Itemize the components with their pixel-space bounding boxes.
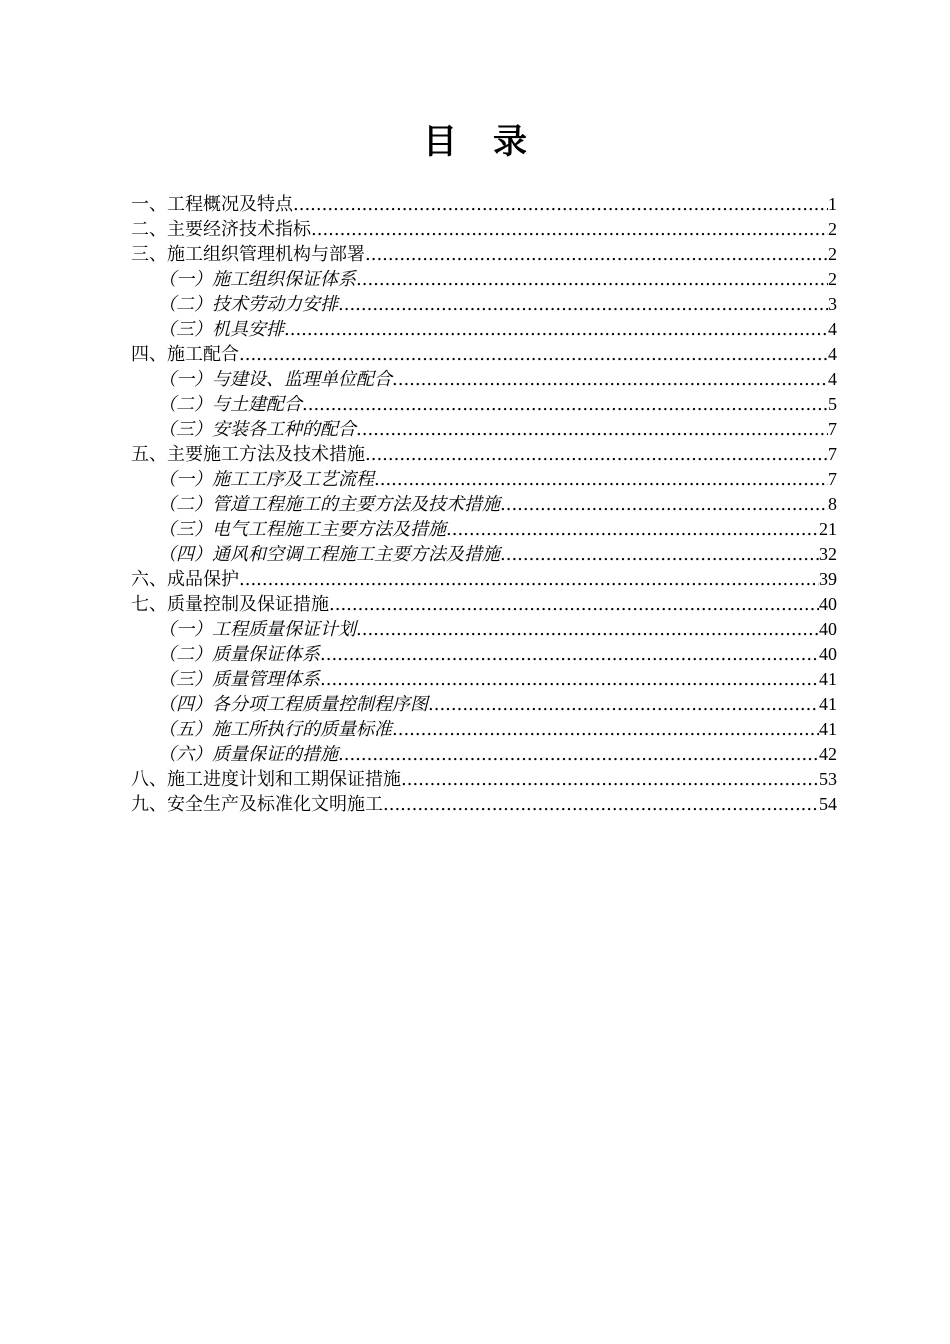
- toc-dot-leader: [383, 792, 819, 817]
- toc-entry[interactable]: [131, 667, 837, 692]
- toc-entry[interactable]: [131, 792, 837, 817]
- toc-entry[interactable]: [131, 392, 837, 417]
- toc-entry-text: （三）质量管理体系: [158, 669, 320, 690]
- toc-entry-text: （三）安装各工种的配合: [158, 419, 356, 440]
- toc-entry-text: （二）质量保证体系: [158, 644, 320, 665]
- toc-entry[interactable]: [131, 467, 837, 492]
- toc-entry[interactable]: [131, 242, 837, 267]
- toc-page-number: 3: [828, 294, 837, 314]
- toc-entry-text: 一、工程概况及特点: [131, 194, 293, 215]
- toc-entry-text: （一）工程质量保证计划: [158, 619, 356, 640]
- toc-page-number: 39: [819, 569, 837, 589]
- toc-entry[interactable]: [131, 567, 837, 592]
- toc-entry[interactable]: [131, 717, 837, 742]
- toc-entry[interactable]: [131, 742, 837, 767]
- toc-dot-leader: [311, 217, 828, 242]
- toc-entry[interactable]: [131, 267, 837, 292]
- toc-dot-leader: [446, 517, 819, 542]
- toc-dot-leader: [329, 592, 819, 617]
- toc-dot-leader: [239, 567, 819, 592]
- toc-page-number: 7: [828, 469, 837, 489]
- toc-dot-leader: [284, 317, 828, 342]
- toc-page-number: 40: [819, 594, 837, 614]
- toc-entry[interactable]: [131, 367, 837, 392]
- toc-dot-leader: [365, 442, 828, 467]
- toc-dot-leader: [338, 742, 819, 767]
- toc-entry[interactable]: [131, 692, 837, 717]
- toc-entry-text: 六、成品保护: [131, 569, 239, 590]
- toc-entry-text: 四、施工配合: [131, 344, 239, 365]
- toc-page-number: 7: [828, 444, 837, 464]
- toc-dot-leader: [401, 767, 819, 792]
- toc-dot-leader: [293, 192, 828, 217]
- toc-dot-leader: [392, 717, 819, 742]
- toc-page-number: 5: [828, 394, 837, 414]
- toc-entry[interactable]: [131, 542, 837, 567]
- toc-dot-leader: [500, 492, 828, 517]
- toc-entry-text: 九、安全生产及标准化文明施工: [131, 794, 383, 815]
- toc-dot-leader: [374, 467, 828, 492]
- toc-page-number: 54: [819, 794, 837, 814]
- toc-page-number: 41: [819, 669, 837, 689]
- toc-entry[interactable]: [131, 342, 837, 367]
- toc-entry-text: （四）通风和空调工程施工主要方法及措施: [158, 544, 500, 565]
- toc-entry-text: （六）质量保证的措施: [158, 744, 338, 765]
- toc-dot-leader: [500, 542, 819, 567]
- toc-page-number: 4: [828, 319, 837, 339]
- table-of-contents: [131, 192, 837, 817]
- toc-page-number: 41: [819, 694, 837, 714]
- toc-entry-text: 五、主要施工方法及技术措施: [131, 444, 365, 465]
- toc-page-number: 1: [828, 194, 837, 214]
- toc-entry[interactable]: [131, 642, 837, 667]
- toc-page-number: 2: [828, 269, 837, 289]
- toc-entry-text: 八、施工进度计划和工期保证措施: [131, 769, 401, 790]
- toc-page-number: 2: [828, 219, 837, 239]
- toc-page-number: 2: [828, 244, 837, 264]
- toc-entry-text: （一）施工工序及工艺流程: [158, 469, 374, 490]
- toc-page-number: 53: [819, 769, 837, 789]
- toc-page-number: 21: [819, 519, 837, 539]
- toc-dot-leader: [392, 367, 828, 392]
- toc-entry-text: 二、主要经济技术指标: [131, 219, 311, 240]
- toc-entry[interactable]: [131, 492, 837, 517]
- toc-entry[interactable]: [131, 217, 837, 242]
- toc-page-number: 40: [819, 619, 837, 639]
- toc-entry[interactable]: [131, 617, 837, 642]
- toc-page-number: 8: [828, 494, 837, 514]
- toc-dot-leader: [365, 242, 828, 267]
- toc-entry-text: 七、质量控制及保证措施: [131, 594, 329, 615]
- toc-page-number: 32: [819, 544, 837, 564]
- toc-dot-leader: [356, 267, 828, 292]
- toc-dot-leader: [320, 667, 819, 692]
- toc-entry[interactable]: [131, 517, 837, 542]
- toc-entry[interactable]: [131, 442, 837, 467]
- toc-entry-text: （三）机具安排: [158, 319, 284, 340]
- toc-dot-leader: [239, 342, 828, 367]
- toc-page-number: 4: [828, 369, 837, 389]
- toc-entry-text: （五）施工所执行的质量标准: [158, 719, 392, 740]
- toc-entry[interactable]: [131, 417, 837, 442]
- toc-entry[interactable]: [131, 192, 837, 217]
- toc-page-number: 4: [828, 344, 837, 364]
- toc-entry-text: （一）与建设、监理单位配合: [158, 369, 392, 390]
- toc-page-number: 7: [828, 419, 837, 439]
- toc-page-number: 40: [819, 644, 837, 664]
- toc-entry[interactable]: [131, 292, 837, 317]
- toc-entry-text: （二）技术劳动力安排: [158, 294, 338, 315]
- toc-page-number: 42: [819, 744, 837, 764]
- toc-entry-text: （四）各分项工程质量控制程序图: [158, 694, 428, 715]
- toc-dot-leader: [320, 642, 819, 667]
- toc-entry-text: 三、施工组织管理机构与部署: [131, 244, 365, 265]
- toc-dot-leader: [356, 617, 819, 642]
- toc-entry[interactable]: [131, 592, 837, 617]
- toc-entry[interactable]: [131, 317, 837, 342]
- toc-entry-text: （二）与土建配合: [158, 394, 302, 415]
- page-title: 目录: [423, 122, 563, 162]
- toc-entry-text: （三）电气工程施工主要方法及措施: [158, 519, 446, 540]
- toc-entry-text: （二）管道工程施工的主要方法及技术措施: [158, 494, 500, 515]
- toc-dot-leader: [338, 292, 828, 317]
- toc-page-number: 41: [819, 719, 837, 739]
- toc-dot-leader: [302, 392, 828, 417]
- toc-dot-leader: [356, 417, 828, 442]
- toc-dot-leader: [428, 692, 819, 717]
- toc-entry-text: （一）施工组织保证体系: [158, 269, 356, 290]
- toc-entry[interactable]: [131, 767, 837, 792]
